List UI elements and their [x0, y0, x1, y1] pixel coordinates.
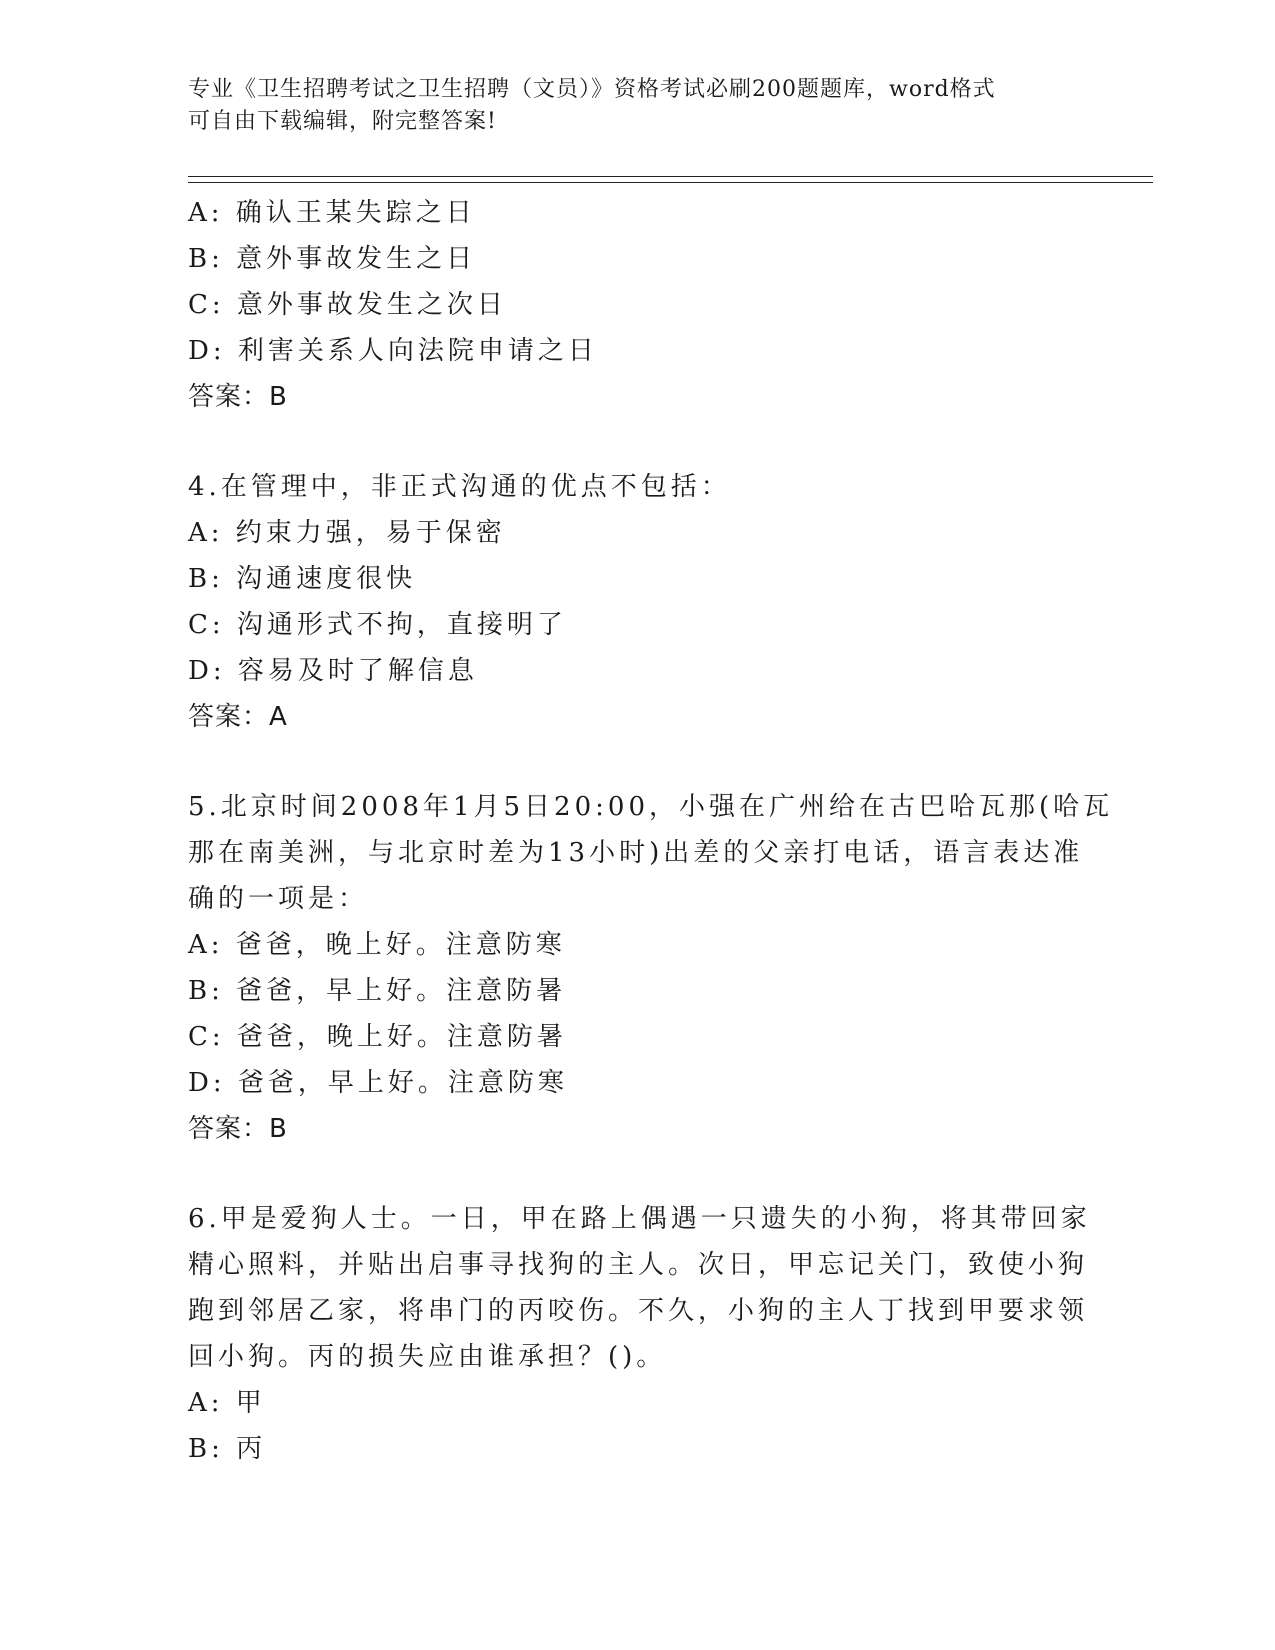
option-c: C: 意外事故发生之次日 [188, 290, 507, 320]
option-a: A: 确认王某失踪之日 [188, 198, 476, 228]
document-header [188, 74, 1068, 138]
option-b: B: 沟通速度很快 [188, 564, 417, 594]
header-line-1: 专业《卫生招聘考试之卫生招聘（文员）》资格考试必刷200题题库，word格式 [188, 77, 996, 102]
question-6 [188, 1196, 1091, 1472]
option-a: A: 爸爸，晚上好。注意防寒 [188, 930, 566, 960]
option-c: C: 爸爸，晚上好。注意防暑 [188, 1022, 567, 1052]
option-d: D: 利害关系人向法院申请之日 [188, 336, 598, 366]
option-b: B: 丙 [188, 1434, 267, 1464]
option-b: B: 意外事故发生之日 [188, 244, 477, 274]
question-text-line-2: 那在南美洲，与北京时差为13小时)出差的父亲打电话，语言表达准 [188, 838, 1084, 868]
option-a: A: 甲 [188, 1388, 266, 1418]
option-d: D: 爸爸，早上好。注意防寒 [188, 1068, 568, 1098]
question-text-line-2: 精心照料，并贴出启事寻找狗的主人。次日，甲忘记关门，致使小狗 [188, 1250, 1089, 1280]
answer-label: 答案：B [188, 1114, 288, 1144]
question-4 [188, 464, 1088, 740]
option-a: A: 约束力强，易于保密 [188, 518, 506, 548]
question-3 [188, 190, 1088, 420]
spacer [188, 1152, 1088, 1196]
question-text-line-4: 回小狗。丙的损失应由谁承担？()。 [188, 1342, 667, 1372]
question-text-line-3: 确的一项是： [188, 884, 369, 914]
spacer [188, 420, 1088, 464]
option-d: D: 容易及时了解信息 [188, 656, 478, 686]
spacer [188, 740, 1088, 784]
question-text-line-1: 5.北京时间2008年1月5日20:00，小强在广州给在古巴哈瓦那(哈瓦 [188, 792, 1114, 822]
header-divider-bottom [188, 182, 1153, 183]
answer-label: 答案：A [188, 702, 288, 732]
question-text-line-1: 6.甲是爱狗人士。一日，甲在路上偶遇一只遗失的小狗，将其带回家 [188, 1204, 1091, 1234]
question-text-line-3: 跑到邻居乙家，将串门的丙咬伤。不久，小狗的主人丁找到甲要求领 [188, 1296, 1089, 1326]
option-c: C: 沟通形式不拘，直接明了 [188, 610, 567, 640]
question-text: 4.在管理中，非正式沟通的优点不包括： [188, 472, 731, 502]
header-divider-top [188, 176, 1153, 177]
option-b: B: 爸爸，早上好。注意防暑 [188, 976, 567, 1006]
question-5 [188, 784, 1114, 1152]
answer-label: 答案：B [188, 382, 288, 412]
header-line-2: 可自由下载编辑，附完整答案! [188, 109, 497, 134]
question-list [188, 190, 1114, 1472]
